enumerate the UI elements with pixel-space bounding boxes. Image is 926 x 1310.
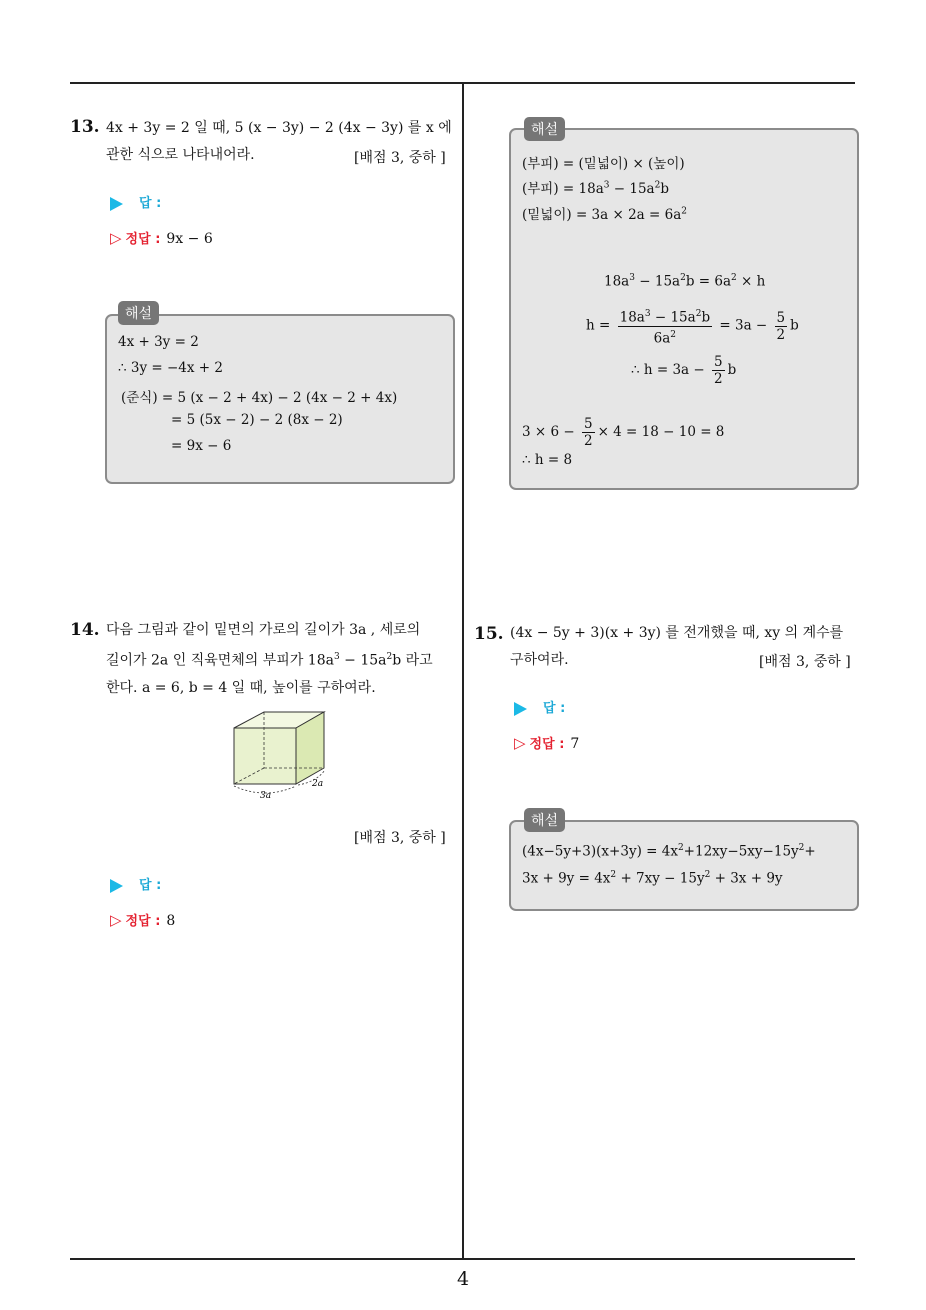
label-width: 3a xyxy=(260,791,272,800)
play-icon xyxy=(110,197,123,211)
question-15-answer-field[interactable] xyxy=(514,697,565,716)
answer-label: 답 : xyxy=(139,878,162,893)
question-15-points: [배점 3, 중하 ] xyxy=(759,654,851,670)
equation-line: ∴ h = 3a − $\frac{5}{2}$ b xyxy=(631,354,737,387)
question-15-number: 15. xyxy=(474,624,504,644)
solution-line: $3x + 9y = 4x^2 + 7xy - 15y^2 + 3x + 9y$ xyxy=(522,870,783,887)
fraction: $\frac{5}{2}$ xyxy=(776,309,786,343)
question-15-correct-answer xyxy=(514,733,579,752)
solution-line: ∴ h = 8 xyxy=(522,452,573,468)
solution-line: = 9x − 6 xyxy=(171,438,232,454)
solution-line: (준식) = 5 (x − 2 + 4x) − 2 (4x − 2 + 4x) xyxy=(121,390,398,406)
cuboid-figure xyxy=(226,708,336,800)
cuboid-front-face xyxy=(234,728,296,784)
play-icon xyxy=(514,702,527,716)
question-14-number: 14. xyxy=(70,620,100,640)
correct-value: 7 xyxy=(570,736,580,752)
question-14-answer-field[interactable] xyxy=(110,874,161,893)
question-13-line1: 4x + 3y = 2 일 때, 5 (x − 3y) − 2 (4x − 3y) 를 x 에 xyxy=(106,120,452,136)
equation-line: h = $\frac{18a^3 - 15a^2b}{6a^2}$ = 3a − $\frac{5}{2}$ b xyxy=(586,306,799,346)
play-icon xyxy=(110,879,123,893)
correct-label: 정답 : xyxy=(125,232,161,247)
page-number: 4 xyxy=(457,1268,470,1290)
question-15-solution-box xyxy=(509,820,859,911)
solution-line: = 5 (5x − 2) − 2 (8x − 2) xyxy=(171,412,343,428)
question-14-correct-answer xyxy=(110,910,175,929)
question-14-line1: 다음 그림과 같이 밑면의 가로의 길이가 3a , 세로의 xyxy=(106,622,421,638)
correct-value: 8 xyxy=(166,913,176,929)
solution-tag: 해설 xyxy=(524,117,565,141)
question-14-text xyxy=(106,617,458,702)
outline-triangle-icon: ▷ xyxy=(514,734,526,752)
correct-label: 정답 : xyxy=(529,737,565,752)
answer-label: 답 : xyxy=(543,701,566,716)
solution-tag: 해설 xyxy=(118,301,159,325)
answer-label: 답 : xyxy=(139,196,162,211)
equation-line: $18a^3 - 15a^2b = 6a^2 \times h$ xyxy=(604,273,766,290)
equation-line: 3 × 6 − $\frac{5}{2}$ × 4 = 18 − 10 = 8 xyxy=(522,416,725,449)
solution-line: (부피) = (밑넓이) × (높이) xyxy=(522,156,685,172)
question-14-line2: 길이가 2a 인 직육면체의 부피가 $18a^3 - 15a^2b$ 라고 xyxy=(106,652,433,669)
bottom-rule xyxy=(70,1258,855,1260)
solution-line: 4x + 3y = 2 xyxy=(118,334,199,350)
question-14-line3: 한다. a = 6, b = 4 일 때, 높이를 구하여라. xyxy=(106,679,376,696)
solution-tag: 해설 xyxy=(524,808,565,832)
question-13-correct-answer xyxy=(110,228,213,247)
label-depth: 2a xyxy=(312,779,324,789)
fraction: $\frac{5}{2}$ xyxy=(714,354,723,387)
outline-triangle-icon: ▷ xyxy=(110,911,122,929)
solution-line: (부피) = $18a^3 - 15a^2b$ xyxy=(522,180,669,197)
question-15-line2: 구하여라. xyxy=(510,652,569,668)
fraction: $\frac{18a^3 - 15a^2b}{6a^2}$ xyxy=(618,306,712,346)
correct-value: 9x − 6 xyxy=(166,231,213,247)
question-13-number: 13. xyxy=(70,117,100,137)
column-divider xyxy=(462,82,464,1258)
question-13-answer-field[interactable] xyxy=(110,192,161,211)
solution-line: $(4x-5y+3)(x+3y) = 4x^2+12xy-5xy-15y^2+$ xyxy=(522,843,816,860)
solution-line: ∴ 3y = −4x + 2 xyxy=(118,360,223,376)
fraction: $\frac{5}{2}$ xyxy=(583,416,593,449)
question-15-line1: (4x − 5y + 3)(x + 3y) 를 전개했을 때, xy 의 계수를 xyxy=(510,625,844,641)
question-13-points: [배점 3, 중하 ] xyxy=(354,150,446,166)
correct-label: 정답 : xyxy=(125,914,161,929)
question-13-line2: 관한 식으로 나타내어라. xyxy=(106,147,255,163)
solution-line: (밑넓이) = $3a \times 2a = 6a^2$ xyxy=(522,206,687,223)
question-14-points: [배점 3, 중하 ] xyxy=(354,830,446,846)
outline-triangle-icon: ▷ xyxy=(110,229,122,247)
